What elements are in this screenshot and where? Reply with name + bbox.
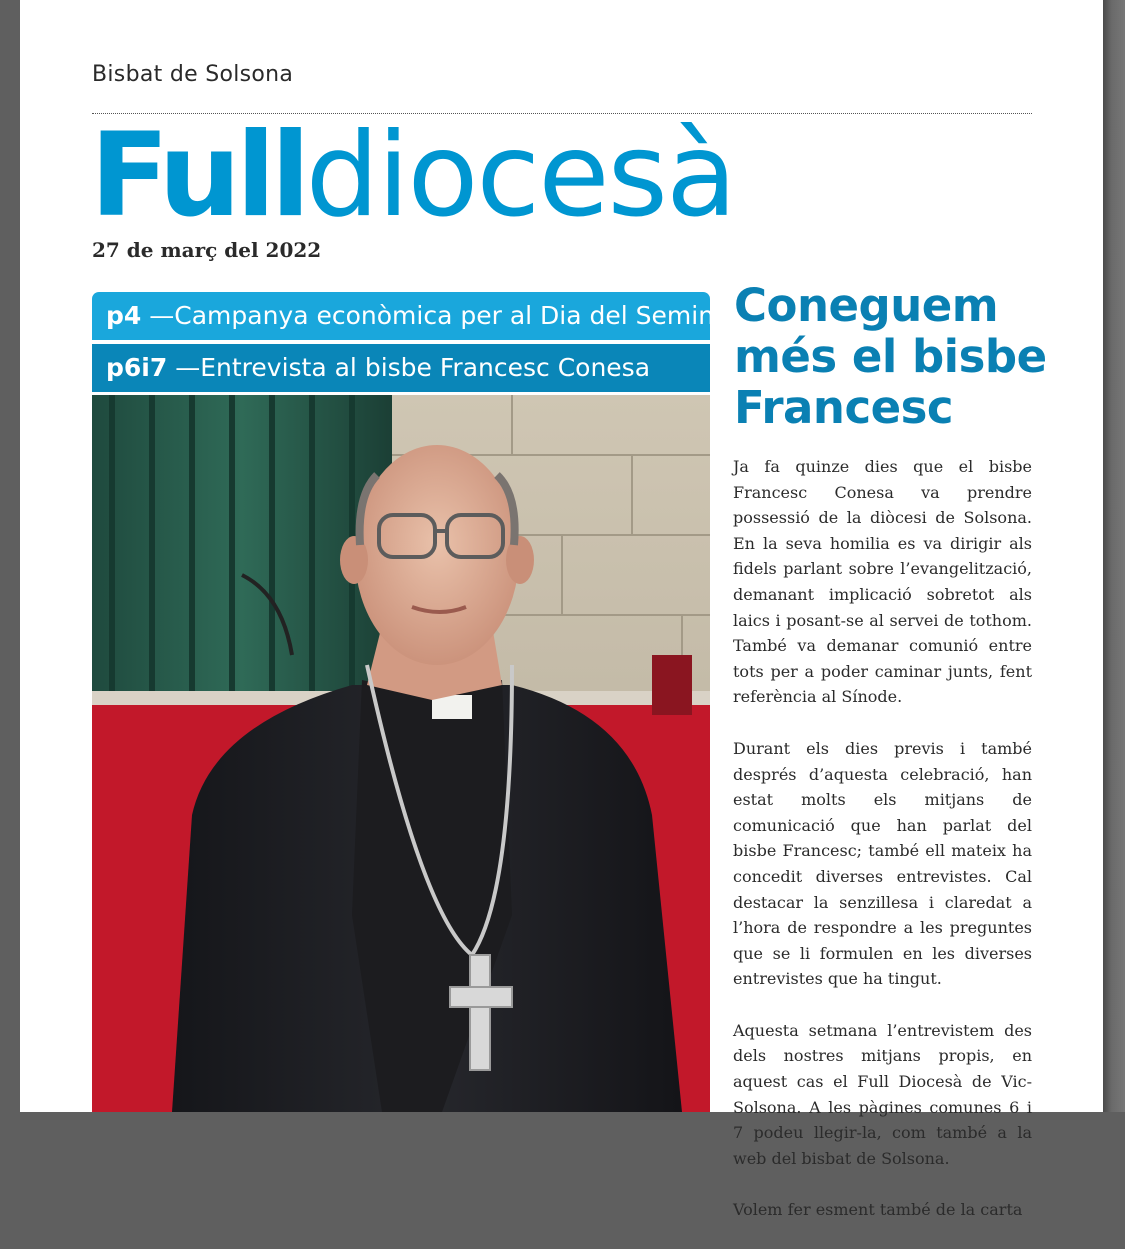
article-paragraph: Aquesta setmana l’entrevistem des dels nostres mitjans propis, en aquest cas el Full Diocesà de Vic-Solsona. A les pàgines comunes 6 i 7 podeu llegir-la, com també a la web del bisbat de Solsona. — [733, 1020, 1032, 1168]
article-body — [733, 454, 1032, 1249]
teaser-dash: — — [175, 353, 201, 382]
bishop-portrait-photo — [92, 395, 710, 1112]
article-paragraph: Durant els dies previs i també després d’aquesta celebració, han estat molts els mitjans de comunicació que han parlat del bisbe Francesc; també ell mateix ha concedit diverses entrevistes. Cal destacar la senzillesa i claredat a l’hora de respondre a les preguntes que se li formulen en les diverses entrevistes que ha tingut. — [733, 738, 1032, 989]
article-paragraph: Volem fer esment també de la carta — [733, 1200, 1023, 1220]
teaser-dash: — — [149, 301, 175, 330]
newsletter-page — [20, 0, 1103, 1220]
teaser-page-ref: p6i7 — [106, 353, 168, 382]
masthead-title — [90, 108, 736, 243]
masthead-light: diocesà — [305, 108, 736, 243]
issue-date: 27 de març del 2022 — [92, 238, 322, 262]
teaser-campaign[interactable] — [92, 292, 747, 340]
teaser-interview[interactable] — [92, 344, 710, 392]
article-headline: Coneguem més el bisbe Francesc — [734, 279, 1047, 434]
teaser-text: Campanya econòmica per al Dia del Seminari — [174, 301, 747, 330]
teaser-text: Entrevista al bisbe Francesc Conesa — [200, 353, 651, 382]
viewer-background — [1103, 0, 1125, 1112]
masthead-strong: Full — [90, 108, 306, 243]
diocese-name: Bisbat de Solsona — [92, 62, 294, 87]
teaser-page-ref: p4 — [106, 301, 142, 330]
article-paragraph: Ja fa quinze dies que el bisbe Francesc Conesa va prendre possessió de la diòcesi de Solsona. En la seva homilia es va dirigir als fidels parlant sobre l’evangelització, demanant implicació sobretot als laics i posant-se al servei de tothom. També va demanar comunió entre tots per a poder caminar junts, fent referència al Sínode. — [733, 457, 1032, 707]
